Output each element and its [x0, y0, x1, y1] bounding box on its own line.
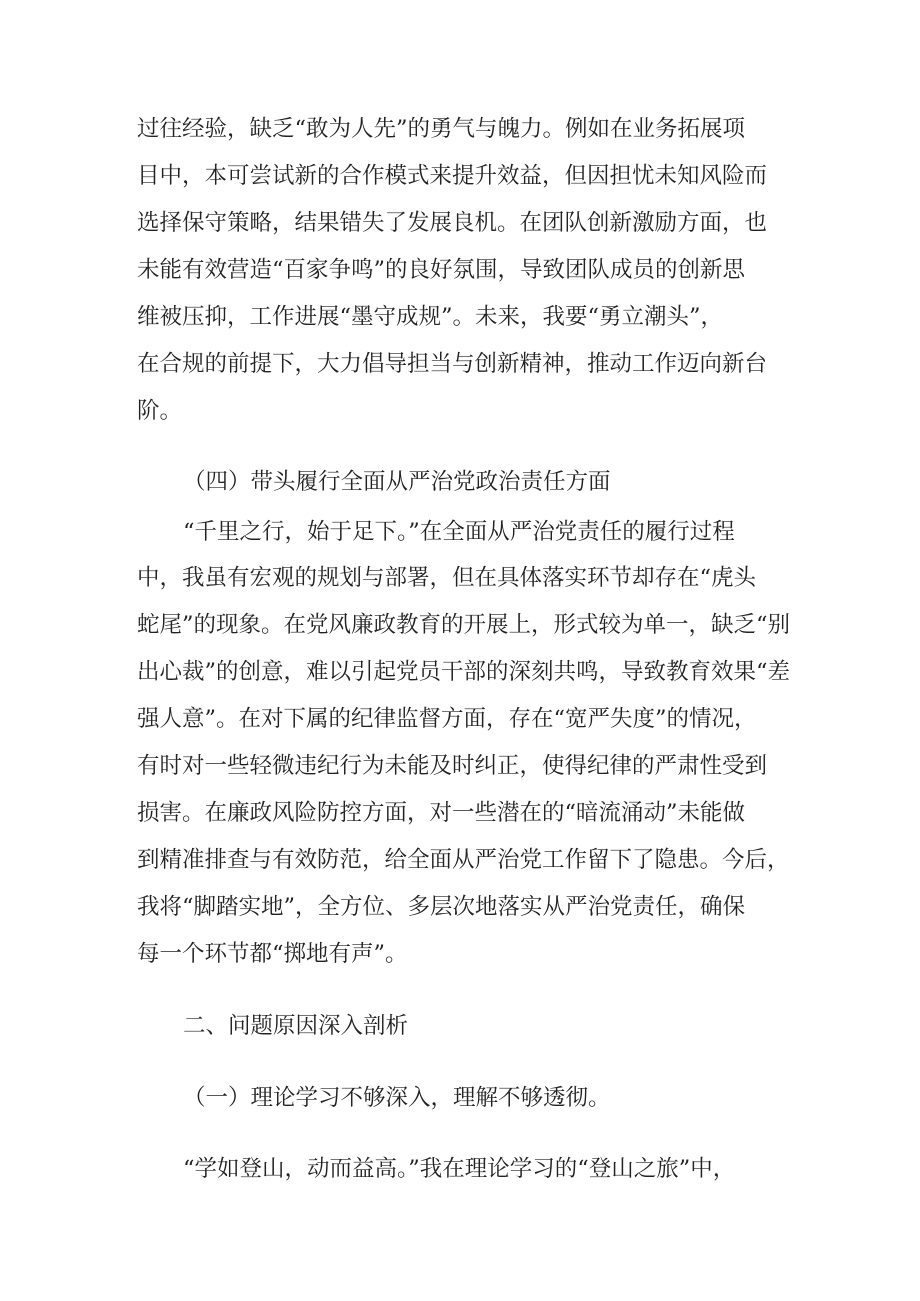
- text-line: 我将“脚踏实地”，全方位、多层次地落实从严治党责任，确保: [137, 894, 746, 920]
- text-line: 蛇尾”的现象。在党风廉政教育的开展上，形式较为单一，缺乏“别: [137, 612, 791, 638]
- text-line: 中，我虽有宏观的规划与部署，但在具体落实环节却存在“虎头: [137, 565, 757, 591]
- text-line: 过往经验，缺乏“敢为人先”的勇气与魄力。例如在业务拓展项: [137, 116, 746, 142]
- text-line: 出心裁”的创意，难以引起党员干部的深刻共鸣，导致教育效果“差: [137, 659, 791, 685]
- text-line: 阶。: [137, 398, 183, 424]
- text-line: 损害。在廉政风险防控方面，对一些潜在的“暗流涌动”未能做: [137, 800, 746, 826]
- text-line: 目中，本可尝试新的合作模式来提升效益，但因担忧未知风险而: [137, 163, 768, 189]
- text-line: 到精准排查与有效防范，给全面从严治党工作留下了隐患。今后，: [137, 847, 790, 873]
- text-line: 强人意”。在对下属的纪律监督方面，存在“宽严失度”的情况，: [137, 706, 757, 732]
- text-line: 有时对一些轻微违纪行为未能及时纠正，使得纪律的严肃性受到: [137, 753, 768, 779]
- subsection-heading: （一）理论学习不够深入，理解不够透彻。: [183, 1085, 611, 1111]
- text-line: “千里之行，始于足下。”在全面从严治党责任的履行过程: [183, 519, 735, 545]
- text-line: 维被压抑，工作进展“墨守成规”。未来，我要“勇立潮头”，: [137, 304, 724, 330]
- text-line: “学如登山，动而益高。”我在理论学习的“登山之旅”中，: [183, 1156, 736, 1182]
- text-line: 每一个环节都“掷地有声”。: [137, 941, 408, 967]
- part-heading: 二、问题原因深入剖析: [183, 1013, 409, 1039]
- text-line: 选择保守策略，结果错失了发展良机。在团队创新激励方面，也: [137, 210, 768, 236]
- section-heading: （四）带头履行全面从严治党政治责任方面: [183, 469, 611, 495]
- text-line: 在合规的前提下，大力倡导担当与创新精神，推动工作迈向新台: [137, 351, 768, 377]
- text-line: 未能有效营造“百家争鸣”的良好氛围，导致团队成员的创新思: [137, 257, 746, 283]
